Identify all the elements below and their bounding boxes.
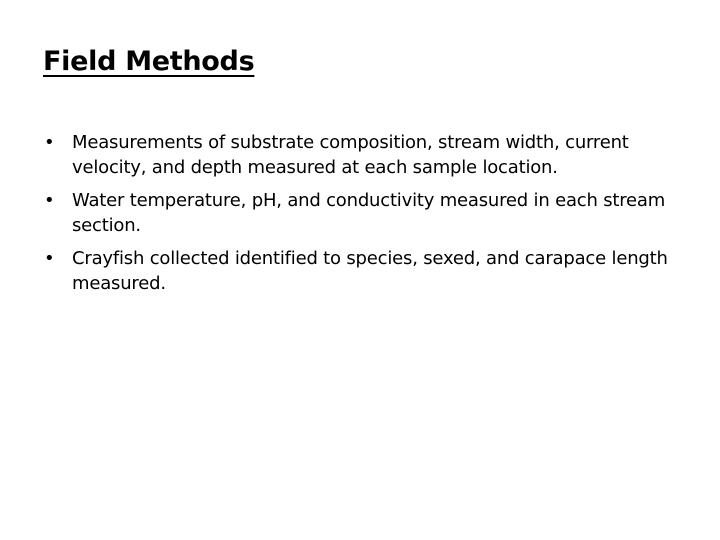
bullet-dot-icon: • — [44, 190, 55, 211]
bullet-text: Crayfish collected identified to species, sexed, and carapace length measured. — [72, 248, 668, 294]
bullet-item — [44, 130, 684, 180]
bullet-text: Water temperature, pH, and conductivity measured in each stream section. — [72, 190, 666, 236]
bullet-item — [44, 188, 684, 238]
bullet-list — [44, 130, 684, 304]
slide-title: Field Methods — [43, 46, 255, 77]
bullet-item — [44, 246, 684, 296]
bullet-text: Measurements of substrate composition, stream width, current velocity, and depth measured at each sample location. — [72, 132, 629, 178]
bullet-dot-icon: • — [44, 132, 55, 153]
bullet-dot-icon: • — [44, 248, 55, 269]
